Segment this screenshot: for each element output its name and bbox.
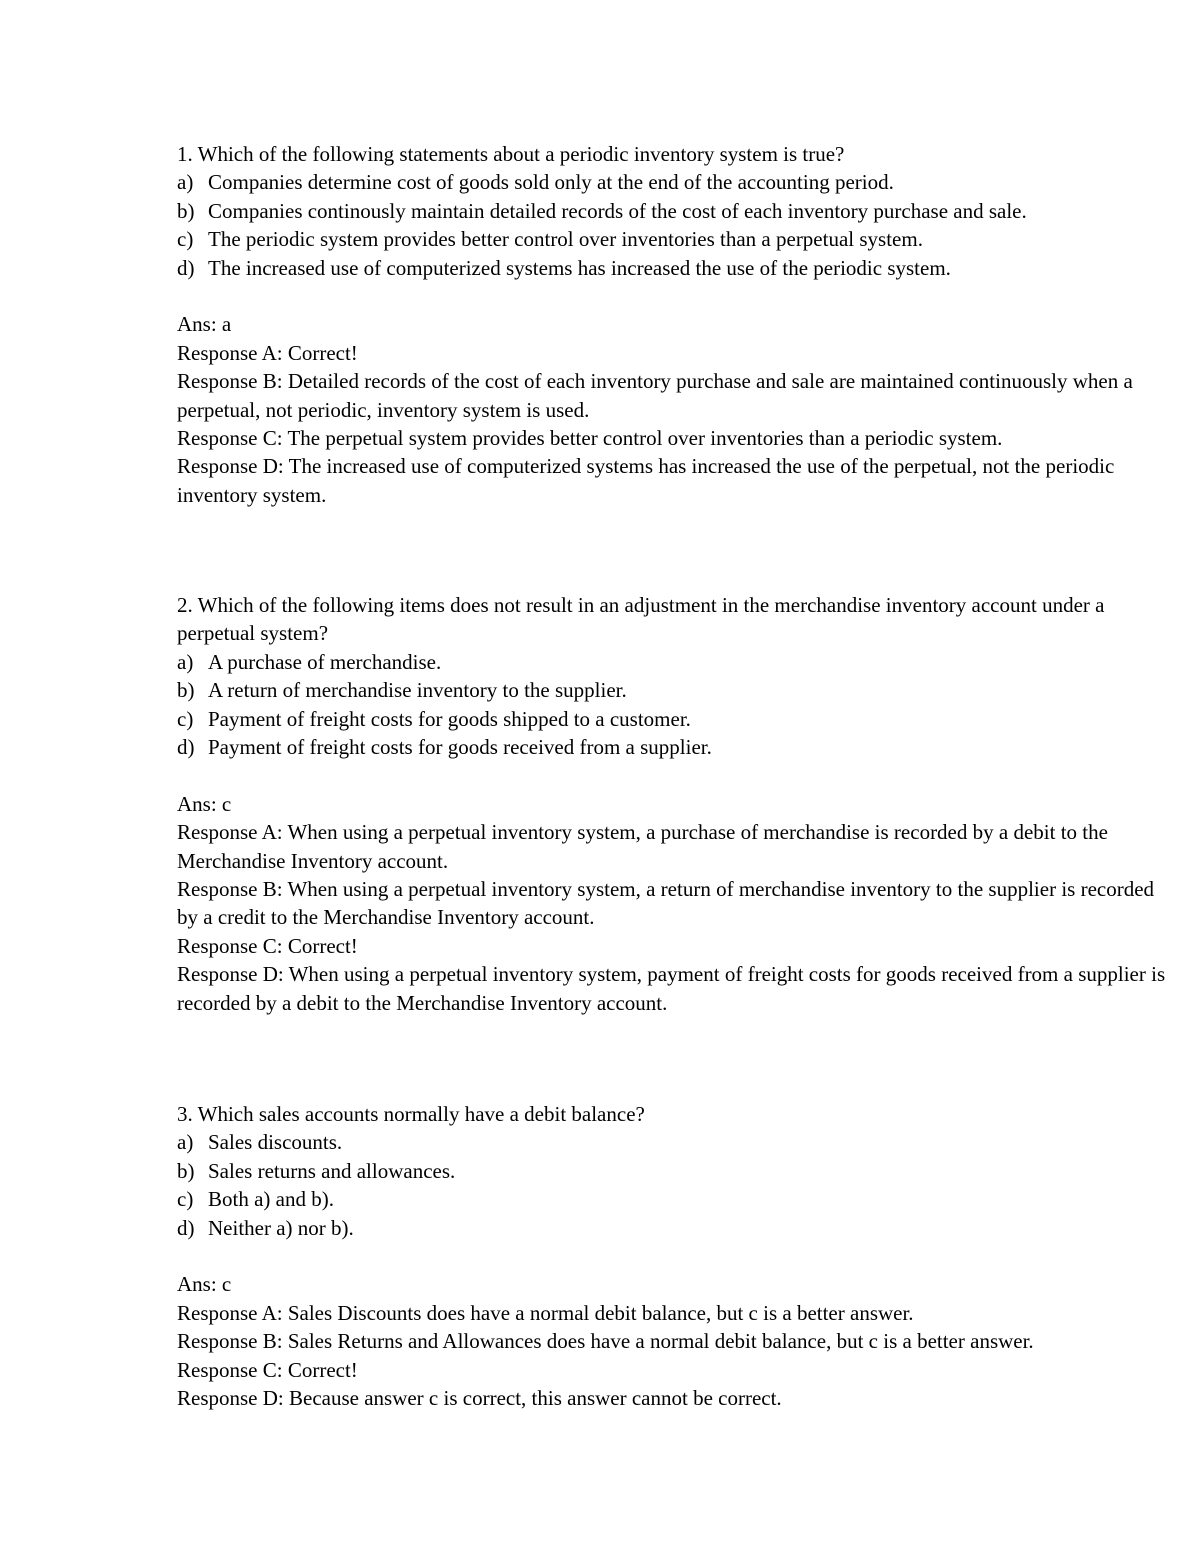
option-text: The increased use of computerized systems has increased the use of the periodic system.: [208, 255, 951, 280]
option-text: Both a) and b).: [208, 1187, 334, 1212]
option-a: [177, 168, 1167, 196]
response-a: Response A: Sales Discounts does have a normal debit balance, but c is a better answer.: [177, 1300, 914, 1325]
option-letter: b): [177, 1158, 195, 1183]
option-c: [177, 705, 1167, 733]
response-b: Response B: When using a perpetual inventory system, a return of merchandise inventory to the supplier is recorded by a credit to the Merchandise Inventory account.: [177, 877, 1155, 930]
option-letter: b): [177, 198, 195, 223]
question-stem: 1. Which of the following statements about a periodic inventory system is true?: [177, 142, 845, 166]
response-a: Response A: Correct!: [177, 340, 358, 365]
question-stem: 3. Which sales accounts normally have a debit balance?: [177, 1102, 645, 1126]
option-text: A return of merchandise inventory to the supplier.: [208, 678, 627, 703]
option-letter: d): [177, 255, 195, 280]
response-d: Response D: Because answer c is correct, this answer cannot be correct.: [177, 1386, 782, 1411]
response-d: Response D: The increased use of computerized systems has increased the use of the perpetual, not the periodic inventory system.: [177, 454, 1115, 507]
option-c: [177, 1185, 1167, 1213]
option-text: The periodic system provides better control over inventories than a perpetual system.: [208, 227, 923, 252]
option-text: Sales returns and allowances.: [208, 1158, 456, 1183]
option-letter: d): [177, 735, 195, 760]
option-text: Companies determine cost of goods sold only at the end of the accounting period.: [208, 170, 894, 195]
option-letter: d): [177, 1215, 195, 1240]
option-text: Payment of freight costs for goods shipped to a customer.: [208, 706, 691, 731]
option-letter: a): [177, 649, 194, 674]
option-b: [177, 197, 1167, 225]
option-a: [177, 1128, 1167, 1156]
option-b: [177, 1157, 1167, 1185]
answer-key: Ans: c: [177, 791, 232, 816]
answer-key: Ans: c: [177, 1272, 232, 1297]
option-letter: a): [177, 170, 194, 195]
option-letter: c): [177, 706, 194, 731]
question-3: [177, 1100, 1167, 1412]
answer-key: Ans: a: [177, 312, 232, 337]
question-stem: 2. Which of the following items does not result in an adjustment in the merchandise inventory account under a perpetual system?: [177, 593, 1105, 646]
option-text: Payment of freight costs for goods received from a supplier.: [208, 735, 712, 760]
option-text: Neither a) nor b).: [208, 1215, 354, 1240]
response-d: Response D: When using a perpetual inventory system, payment of freight costs for goods received from a supplier is recorded by a debit to the Merchandise Inventory account.: [177, 962, 1166, 1015]
option-c: [177, 225, 1167, 253]
option-text: A purchase of merchandise.: [208, 649, 442, 674]
response-b: Response B: Sales Returns and Allowances does have a normal debit balance, but c is a better answer.: [177, 1329, 1034, 1354]
spacer: [177, 282, 1167, 310]
option-d: [177, 254, 1167, 282]
option-d: [177, 1214, 1167, 1242]
option-letter: c): [177, 227, 194, 252]
option-letter: b): [177, 678, 195, 703]
spacer: [177, 761, 1167, 789]
option-text: Sales discounts.: [208, 1130, 343, 1155]
option-letter: c): [177, 1187, 194, 1212]
response-c: Response C: Correct!: [177, 933, 358, 958]
option-b: [177, 676, 1167, 704]
response-b: Response B: Detailed records of the cost of each inventory purchase and sale are maintained continuously when a perpetual, not periodic, inventory system is used.: [177, 369, 1133, 422]
spacer: [177, 1242, 1167, 1270]
question-2: [177, 591, 1167, 1017]
question-1: [177, 140, 1167, 509]
option-text: Companies continously maintain detailed records of the cost of each inventory purchase and sale.: [208, 198, 1027, 223]
option-d: [177, 733, 1167, 761]
response-c: Response C: The perpetual system provides better control over inventories than a periodic system.: [177, 426, 1003, 451]
response-a: Response A: When using a perpetual inventory system, a purchase of merchandise is recorded by a debit to the Merchandise Inventory account.: [177, 820, 1108, 873]
option-letter: a): [177, 1130, 194, 1155]
response-c: Response C: Correct!: [177, 1357, 358, 1382]
option-a: [177, 648, 1167, 676]
